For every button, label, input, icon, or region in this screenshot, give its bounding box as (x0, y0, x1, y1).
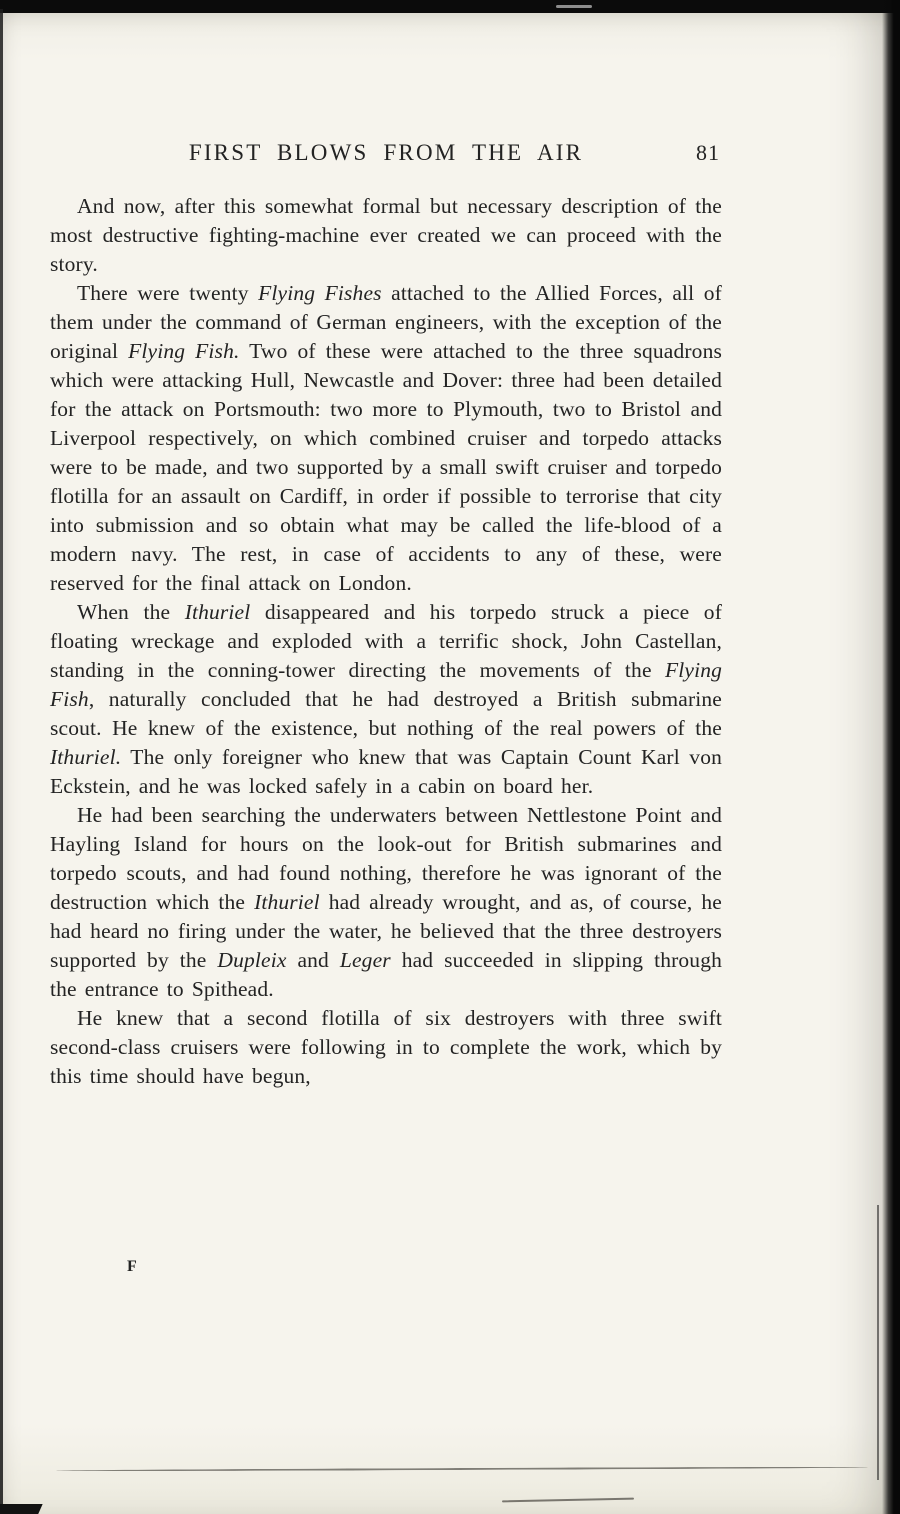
text-run: disappeared and his torpedo struck a piece of floating wreckage and exploded with a terrific shock, John Castellan, standing in the conning-tower directing the movements of the (50, 600, 723, 682)
text-run: When the (77, 600, 185, 624)
italic-text-run: Ithuriel. (50, 745, 122, 769)
text-run: , naturally concluded that he had destroyed a British submarine scout. He knew of the existence, but nothing of the real powers of the (50, 687, 722, 740)
italic-text-run: Ithuriel (184, 600, 251, 624)
scan-edge-left (0, 9, 3, 1509)
scan-edge-right-inner-line (877, 1205, 879, 1480)
paragraph (50, 279, 722, 598)
paragraph (50, 598, 722, 801)
signature-mark: F (127, 1258, 138, 1275)
italic-text-run: Ithuriel (254, 890, 320, 914)
scan-edge-top (0, 0, 900, 13)
scan-streak-bottom-small (502, 1498, 634, 1503)
text-run: attached to the Allied Forces, all of them under the command of German engineers, with the exception of the original (50, 281, 722, 363)
text-run: The only foreigner who knew that was Captain Count Karl von Eckstein, and he was locked safely in a cabin on board her. (50, 745, 722, 798)
italic-text-run: Flying Fish. (128, 339, 240, 363)
text-run: had succeeded in slipping through the entrance to Spithead. (50, 948, 723, 1001)
paragraph (50, 1004, 722, 1091)
chapter-title: FIRST BLOWS FROM THE AIR (188, 140, 584, 165)
italic-text-run: Flying Fish (50, 658, 722, 711)
text-run: He had been searching the underwaters between Nettlestone Point and Hayling Island for hours on the look-out for British submarines and torpedo scouts, and had found nothing, therefore he was ignorant of the destruction which the (50, 803, 722, 914)
italic-text-run: Dupleix (217, 948, 287, 972)
body-text (50, 192, 722, 1091)
text-run: had already wrought, and as, of course, he had heard no firing under the water, he believed that the three destroyers supported by the (50, 890, 722, 972)
page-number: 81 (696, 140, 720, 165)
text-run: and (286, 948, 340, 972)
text-run: And now, after this somewhat formal but necessary description of the most destructive fighting-machine ever created we can proceed with the story. (50, 194, 722, 276)
paragraph (50, 192, 722, 279)
scan-corner-bottom-left (0, 1504, 43, 1514)
text-run: There were twenty (77, 281, 259, 305)
running-head (50, 140, 722, 170)
scan-edge-right (882, 0, 900, 1514)
paragraph (50, 801, 722, 1004)
italic-text-run: Flying Fishes (258, 281, 382, 305)
scan-streak-bottom (56, 1466, 868, 1472)
italic-text-run: Leger (339, 948, 391, 972)
text-run: He knew that a second flotilla of six destroyers with three swift second-class cruisers were following in to complete the work, which by this time should have begun, (50, 1006, 722, 1088)
text-run: Two of these were attached to the three squadrons which were attacking Hull, Newcastle and Dover: three had been detailed for the attack on Portsmouth: two more to Plymouth, two to Bristol and Liverpool respectively, on which combined cruiser and torpedo attacks were to be made, and two supported by a small swift cruiser and torpedo flotilla for an assault on Cardiff, in order if possible to terrorise that city into submission and so obtain what may be called the life-blood of a modern navy. The rest, in case of accidents to any of these, were reserved for the final attack on London. (50, 339, 723, 595)
